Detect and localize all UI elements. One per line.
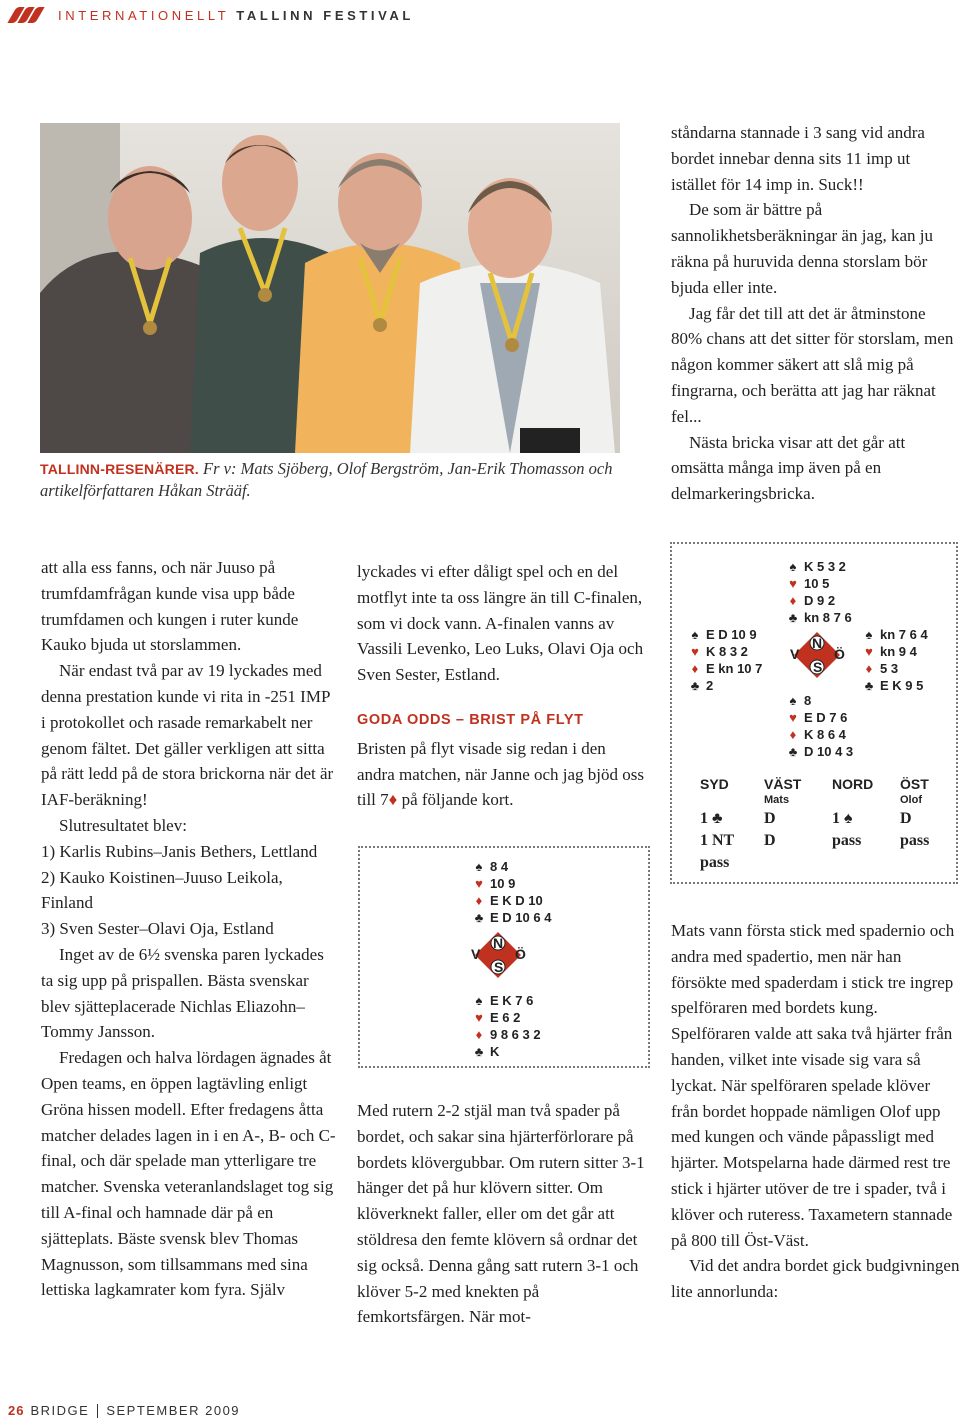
hand-cards: 10 5 xyxy=(804,576,830,591)
paragraph: Jag får det till att det är åtminstone 80% chans att det sitter för storslam, men någon kommer säkert att slå mig på fingrarna, och berätta att jag har räknat fel... xyxy=(671,303,954,426)
north-hand xyxy=(472,858,551,926)
heart-icon: ♥ xyxy=(691,644,699,659)
issue-date: SEPTEMBER 2009 xyxy=(106,1403,241,1418)
hand-cards: E K D 10 xyxy=(490,893,543,908)
compass-west: V xyxy=(471,946,481,962)
diamond-icon: ♦ xyxy=(789,593,797,608)
bid xyxy=(700,810,723,828)
bid: pass xyxy=(900,832,930,849)
compass-west: V xyxy=(790,646,800,662)
hand-cards: kn 7 6 4 xyxy=(880,627,928,642)
auction-player-east: Olof xyxy=(900,794,922,806)
compass-east: Ö xyxy=(834,646,845,662)
heart-icon: ♥ xyxy=(475,1010,483,1025)
magazine-name: BRIDGE xyxy=(30,1403,90,1418)
heart-icon: ♥ xyxy=(475,876,483,891)
paragraph xyxy=(357,736,647,813)
spade-icon: ♠ xyxy=(475,993,483,1008)
compass-north: N xyxy=(812,635,823,651)
hand-cards: D 10 4 3 xyxy=(804,744,854,759)
club-icon: ♣ xyxy=(788,610,798,625)
hand-cards: 9 8 6 3 2 xyxy=(490,1027,541,1042)
deal-diagram-2 xyxy=(670,542,958,884)
hand-cards: E kn 10 7 xyxy=(706,661,763,676)
diamond-icon: ♦ xyxy=(475,893,483,908)
column-2-bottom xyxy=(357,1098,647,1330)
spade-icon: ♠ xyxy=(789,693,797,708)
paragraph: att alla ess fanns, och när Juuso på trumfdamfrågan kunde visa upp både trumfdamen och kungen i ruter kunde Kauko bjuda ut storslammen. xyxy=(41,558,299,655)
bid-level: 1 xyxy=(832,810,840,827)
heart-icon: ♥ xyxy=(789,576,797,591)
page-footer xyxy=(0,1398,960,1423)
auction-header-ost: ÖST xyxy=(900,776,929,792)
bid: pass xyxy=(832,832,862,849)
team-photo-image xyxy=(40,123,620,453)
hand-cards: 10 9 xyxy=(490,876,516,891)
column-1 xyxy=(41,555,336,1303)
north-hand xyxy=(786,558,852,626)
auction-header-syd: SYD xyxy=(700,776,729,792)
subheading: GODA ODDS – BRIST PÅ FLYT xyxy=(357,711,584,728)
south-hand xyxy=(472,992,541,1060)
section-label-main: TALLINN FESTIVAL xyxy=(236,7,414,23)
brand-logo-icon xyxy=(8,5,48,25)
paragraph: Mats vann första stick med spadernio och andra med spadertio, men när han försökte med spaderdam i stick tre ingrep spelföraren med bordets kung. Spelföraren valde att saka två hjärter från handen, vilket inte visade sig vara så lyckat. När spelföraren spelade klöver från bordet hoppade nämligen Olof upp med kungen och vände påpassligt med hjärter. Motspelarna hade därmed rest tre stick i hjärter utöver de tre i spader, två i klöver och ruteress. Taxametern stannade på 800 till Öst-Väst. xyxy=(671,921,955,1250)
bid: pass xyxy=(700,854,730,871)
auction-player-west: Mats xyxy=(764,794,790,806)
caption-title: TALLINN-RESENÄRER. xyxy=(40,461,199,477)
paragraph: ståndarna stannade i 3 sang vid andra bordet innebar denna sits 11 imp ut istället för 14 imp in. Suck!! xyxy=(671,123,925,194)
hand-cards: E D 10 6 4 xyxy=(490,910,552,925)
section-label-prefix: INTERNATIONELLT xyxy=(58,7,230,23)
hand-cards: 8 xyxy=(804,693,812,708)
bid-level: 1 xyxy=(700,810,708,827)
hand-cards: 8 4 xyxy=(490,859,509,874)
auction-header-nord: NORD xyxy=(832,776,874,792)
spade-icon: ♠ xyxy=(475,859,483,874)
auction-header-vast: VÄST xyxy=(764,776,802,792)
caption-text: Fr v: Mats Sjöberg, Olof Bergström, Jan-Erik Thomasson och artikelförfattaren Håkan Strääf. xyxy=(40,459,613,500)
compass-icon xyxy=(790,630,845,680)
deal-diagram-1 xyxy=(358,846,650,1068)
compass-south: S xyxy=(813,659,823,675)
diamond-icon: ♦ xyxy=(388,790,398,810)
heart-icon: ♥ xyxy=(865,644,873,659)
compass-icon xyxy=(471,930,526,980)
spade-icon: ♠ xyxy=(844,810,853,827)
club-icon: ♣ xyxy=(474,910,484,925)
paragraph: Inget av de 6½ svenska paren lyckades ta sig upp på prispallen. Bästa svenskar blev sjätteplacerade Nichlas Eliazohn–Tommy Jansson. xyxy=(41,944,324,1042)
bid: D xyxy=(900,810,912,827)
hand-cards: kn 9 4 xyxy=(880,644,917,659)
paragraph: Slutresultatet blev: xyxy=(59,815,187,835)
spade-icon: ♠ xyxy=(789,559,797,574)
page-header xyxy=(8,4,414,26)
section-label xyxy=(58,8,414,23)
paragraph: De som är bättre på sannolikhetsberäkningar än jag, kan ju räkna på huruvida denna storslam bör bjuda eller inte. xyxy=(671,200,934,297)
club-icon: ♣ xyxy=(712,810,723,827)
hand-cards: D 9 2 xyxy=(804,593,836,608)
bidding-table xyxy=(700,776,950,876)
hand-cards: 5 3 xyxy=(880,661,899,676)
hand-cards: E D 7 6 xyxy=(804,710,848,725)
hand-cards: K xyxy=(490,1044,500,1059)
paragraph: Nästa bricka visar att det går att omsätta många imp även på en delmarkeringsbricka. xyxy=(671,432,906,504)
paragraph: Vid det andra bordet gick budgivningen lite annorlunda: xyxy=(671,1256,960,1302)
paragraph: Fredagen och halva lördagen ägnades åt Open teams, en öppen lagtävling enligt Gröna hissen modell. Efter fredagens åtta matcher delades lagen in i en A-, B- och C-final, och där spelade man ytterligare tre matcher. Svenska veteranlandslaget tog sig till A-final och hamnade där på en sjätteplats. Bäste svensk blev Thomas Magnusson, som tillsammans med sina lettiska lagkamrater kom fyra. Själv xyxy=(41,1048,336,1300)
hand-cards: E 6 2 xyxy=(490,1010,521,1025)
paragraph: lyckades vi efter dåligt spel och en del motflyt inte ta oss längre än till C-finalen, som vi dock vann. A-finalen vanns av Vassili Levenko, Leo Luks, Olavi Oja och Sven Sester, Estland. xyxy=(357,562,644,685)
diamond-icon: ♦ xyxy=(789,727,797,742)
diamond-icon: ♦ xyxy=(475,1027,483,1042)
hand-cards: 2 xyxy=(706,678,714,693)
club-icon: ♣ xyxy=(474,1044,484,1059)
bid: D xyxy=(764,810,776,827)
paragraph-text: Bristen på flyt visade sig redan i den andra matchen, när Janne och jag bjöd oss till 7 xyxy=(357,738,645,810)
club-icon: ♣ xyxy=(864,678,874,693)
result-line: 1) Karlis Rubins–Janis Bethers, Lettland xyxy=(41,841,318,861)
spade-icon: ♠ xyxy=(691,627,699,642)
compass-south: S xyxy=(494,959,504,975)
compass-north: N xyxy=(493,935,504,951)
bid xyxy=(832,810,853,828)
bid: 1 NT xyxy=(700,832,735,849)
hand-cards: kn 8 7 6 xyxy=(804,610,852,625)
diamond-icon: ♦ xyxy=(865,661,873,676)
hand-cards: K 8 6 4 xyxy=(804,727,846,742)
hand-cards: K 5 3 2 xyxy=(804,559,846,574)
club-icon: ♣ xyxy=(690,678,700,693)
paragraph: Med rutern 2-2 stjäl man två spader på bordet, och sakar sina hjärterförlorare på bordets klövergubbar. Om rutern sitter 3-1 hänger det på hur klövern sitter. Om klöverknekt faller, eller om det går att stöldresa den femte klövern så ordnar det sig också. Denna gång satt rutern 3-1 och klöver 5-2 med knekten på femkortsfärgen. När mot- xyxy=(357,1101,645,1327)
result-line: 3) Sven Sester–Olavi Oja, Estland xyxy=(41,919,274,939)
hand-cards: E K 9 5 xyxy=(880,678,924,693)
south-hand xyxy=(786,692,853,760)
column-3 xyxy=(671,918,960,1305)
hand-cards: K 8 3 2 xyxy=(706,644,748,659)
column-2-top xyxy=(357,559,647,813)
page-number: 26 xyxy=(8,1403,25,1418)
east-hand xyxy=(862,626,928,694)
team-photo xyxy=(40,123,620,453)
top-right-column xyxy=(671,120,956,507)
west-hand xyxy=(688,626,762,694)
paragraph-text: på följande kort. xyxy=(397,790,514,810)
bid: D xyxy=(764,832,776,849)
hand-cards: E K 7 6 xyxy=(490,993,534,1008)
club-icon: ♣ xyxy=(788,744,798,759)
photo-caption xyxy=(40,458,620,501)
diamond-icon: ♦ xyxy=(691,661,699,676)
heart-icon: ♥ xyxy=(789,710,797,725)
footer-divider xyxy=(97,1404,98,1418)
compass-east: Ö xyxy=(515,946,526,962)
paragraph: När endast två par av 19 lyckades med denna prestation kunde vi rita in -251 IMP i protokollet och rasade remarkabelt ner genom fältet. Det gäller verkligen att sitta på rätt ledd på de stora brickorna när det är IAF-beräkning! xyxy=(41,661,334,810)
hand-cards: E D 10 9 xyxy=(706,627,757,642)
spade-icon: ♠ xyxy=(865,627,873,642)
result-line: 2) Kauko Koistinen–Juuso Leikola, Finland xyxy=(41,867,283,913)
